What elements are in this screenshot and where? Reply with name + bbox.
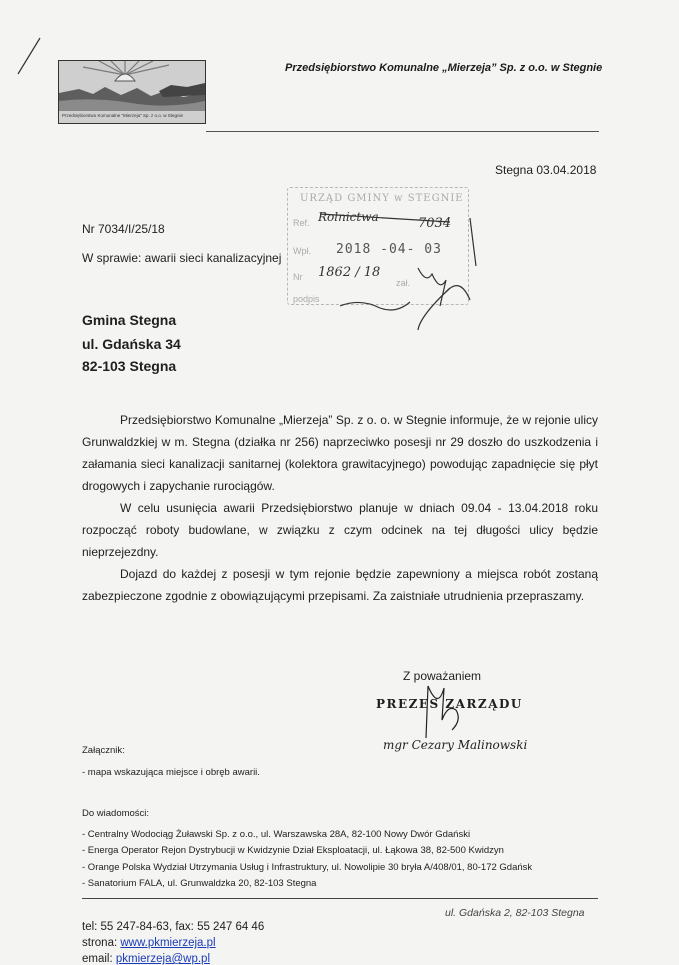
footer-address: ul. Gdańska 2, 82-103 Stegna: [445, 907, 585, 919]
footer-email-line: [82, 953, 210, 965]
letter-subject: W sprawie: awarii sieci kanalizacyjnej: [82, 251, 282, 265]
stamp-ref-label: Ref.: [293, 218, 310, 228]
cc-item: - Sanatorium FALA, ul. Grunwaldzka 20, 82-103 Stegna: [82, 878, 317, 889]
footer-divider: [82, 898, 598, 899]
cc-item: - Energa Operator Rejon Dystrybucji w Kwidzynie Dział Eksploatacji, ul. Łąkowa 38, 82-500 Kwidzyn: [82, 845, 504, 856]
stamp-received-label: Wpł.: [293, 246, 311, 256]
body-paragraph-2: W celu usunięcia awarii Przedsiębiorstwo planuje w dniach 09.04 - 13.04.2018 roku rozpocząć roboty budowlane, w związku z czym odcinek na tej długości ulicy będzie nieprzejezdny.: [82, 501, 598, 559]
recipient-name: Gmina Stegna: [82, 312, 177, 328]
recipient-city: 82-103 Stegna: [82, 358, 177, 374]
letter-date: Stegna 03.04.2018: [495, 163, 597, 177]
stamp-handwritten-dept: Rolnictwa: [318, 210, 379, 224]
footer-email-link[interactable]: pkmierzeja@wp.pl: [115, 953, 210, 965]
body-paragraph-1: Przedsiębiorstwo Komunalne „Mierzeja” Sp. z o. o. w Stegnie informuje, że w rejonie ulicy Grunwaldzkiej w m. Stegna (działka nr 256) naprzeciwko posesji nr 29 doszło do uszkodzenia i załamania sieci kanalizacji sanitarnej (kolektora grawitacyjnego) powodując zapadnięcie się płyt drogowych i zapychanie rurociągów.: [82, 413, 598, 493]
signatory-name: mgr Cezary Malinowski: [383, 738, 528, 752]
handwritten-signature: [418, 680, 468, 740]
footer-website-label: strona:: [82, 937, 121, 949]
signatory-title: PREZES ZARZĄDU: [376, 697, 523, 711]
stamp-title: URZĄD GMINY w STEGNIE: [300, 193, 464, 204]
cc-item: - Orange Polska Wydział Utrzymania Usług i Infrastruktury, ul. Nowolipie 30 bryła A/408/01, 80-172 Gdańsk: [82, 862, 533, 873]
footer-phone: tel: 55 247-84-63, fax: 55 247 64 46: [82, 921, 265, 933]
cc-label: Do wiadomości:: [82, 808, 150, 819]
stamp-handwritten-number: 7034: [418, 216, 452, 231]
header-divider: [206, 131, 599, 132]
corner-slash-mark: [14, 36, 44, 76]
reference-number: Nr 7034/I/25/18: [82, 222, 165, 236]
stamp-attachments-label: zał.: [396, 278, 411, 288]
footer-email-label: email:: [82, 953, 116, 965]
stamp-nr-label: Nr: [293, 272, 303, 282]
logo-caption: Przedsiębiorstwo Komunalne "Mierzeja" Sp. z o.o. w Stegnie: [62, 113, 184, 118]
stamp-handwriting-strokes: [300, 196, 490, 332]
company-name: Przedsiębiorstwo Komunalne „Mierzeja” Sp. z o.o. w Stegnie: [285, 62, 603, 74]
footer-website-line: [82, 937, 216, 949]
attachment-item: - mapa wskazująca miejsce i obręb awarii.: [82, 767, 260, 778]
body-paragraph-3: Dojazd do każdej z posesji w tym rejonie będzie zapewniony a miejsca robót zostaną zabezpieczone zgodnie z obowiązującymi przepisami. Za zaistniałe utrudnienia przepraszamy.: [82, 567, 598, 603]
attachment-label: Załącznik:: [82, 745, 125, 756]
stamp-signature-label: podpis: [293, 294, 320, 304]
stamp-handwritten-entry: 1862 / 18: [318, 265, 381, 280]
cc-item: - Centralny Wodociąg Żuławski Sp. z o.o., ul. Warszawska 28A, 82-100 Nowy Dwór Gdański: [82, 829, 471, 840]
footer-website-link[interactable]: www.pkmierzeja.pl: [120, 937, 216, 949]
stamp-received-date: 2018 -04- 03: [336, 242, 442, 257]
closing-greeting: Z poważaniem: [403, 669, 482, 683]
recipient-street: ul. Gdańska 34: [82, 336, 181, 352]
